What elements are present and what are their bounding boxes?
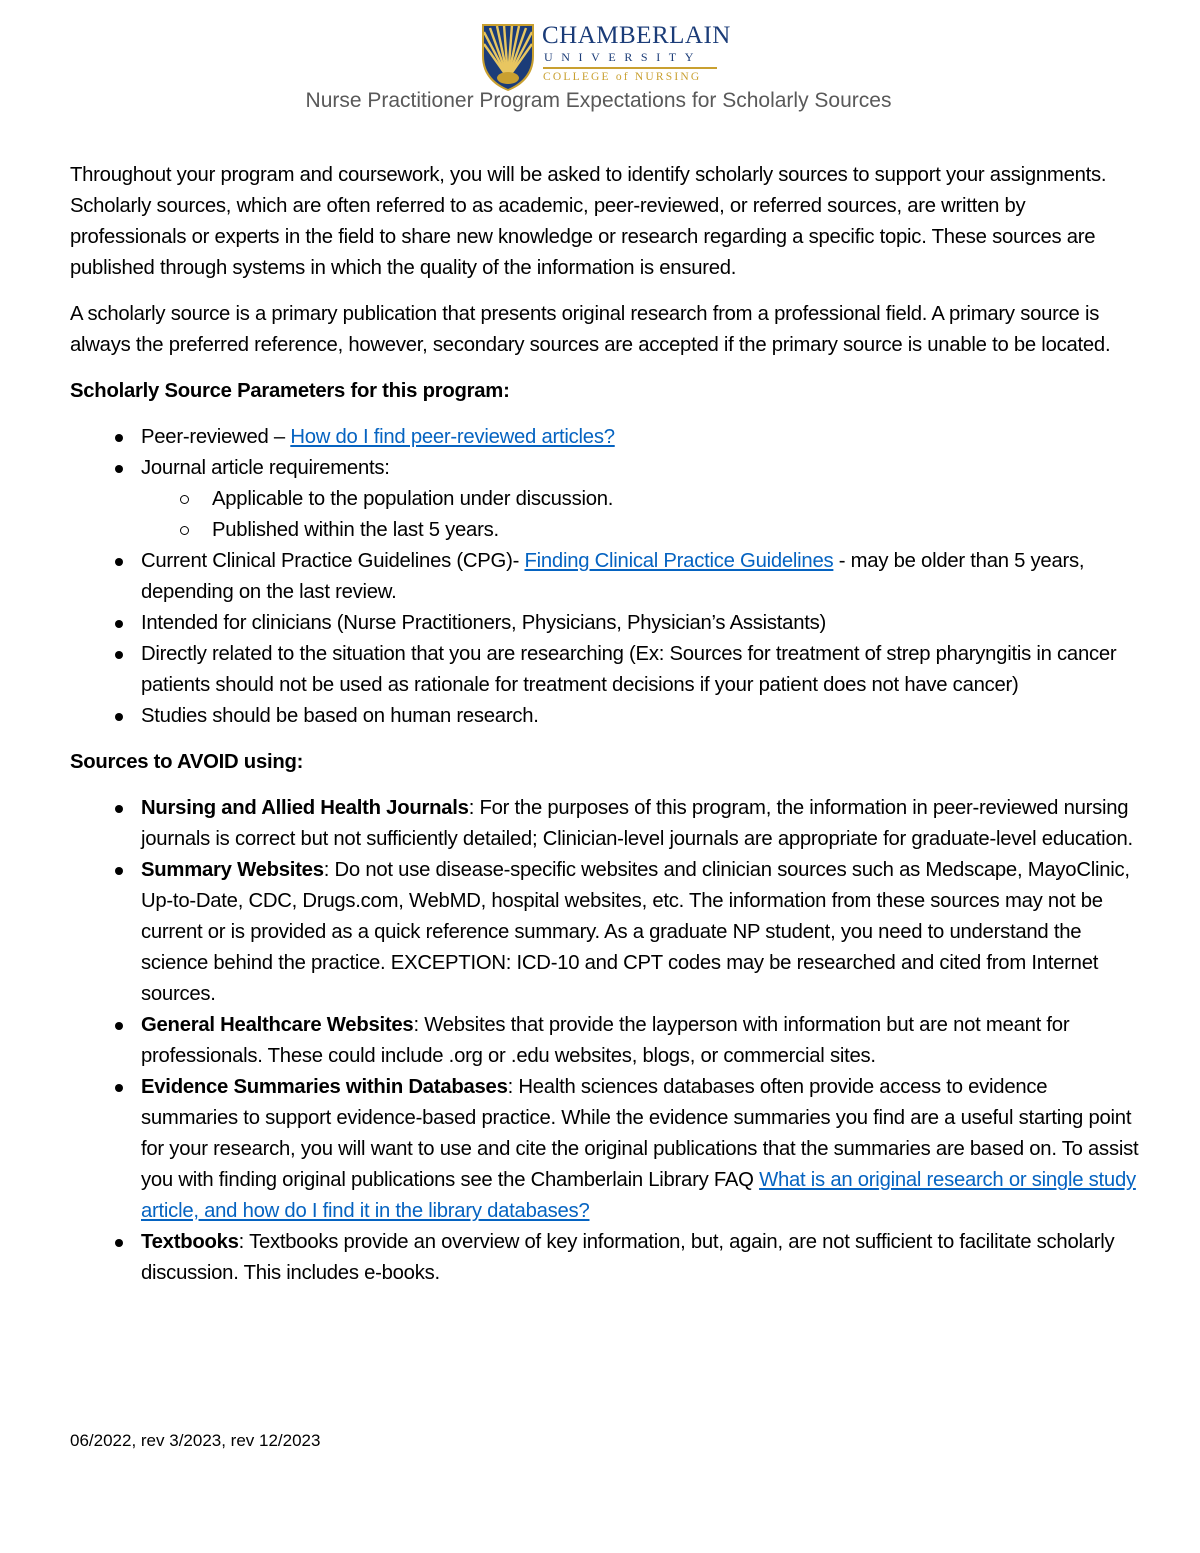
parameters-heading: Scholarly Source Parameters for this program: — [70, 380, 510, 402]
peer-reviewed-link[interactable]: How do I find peer-reviewed articles? — [290, 426, 615, 448]
list-item-term: Summary Websites — [141, 859, 324, 881]
sub-list-item: Published within the last 5 years. — [141, 515, 1140, 546]
avoid-heading: Sources to AVOID using: — [70, 751, 304, 773]
logo-wordmark: CHAMBERLAIN — [542, 22, 731, 49]
revision-footer: 06/2022, rev 3/2023, rev 12/2023 — [70, 1431, 321, 1450]
document-body — [70, 160, 1140, 1304]
list-item-text: : Textbooks provide an overview of key information, but, again, are not sufficient to facilitate scholarly discussion. This includes e-books. — [141, 1231, 1115, 1284]
list-item-text: : For the purposes of this program, the information in peer-reviewed nursing journals is correct but not sufficiently detailed; Clinician-level journals are appropriate for graduate-level education. — [141, 797, 1133, 850]
list-item — [70, 1072, 1140, 1227]
journal-requirements-list — [141, 484, 1140, 546]
list-item — [70, 1010, 1140, 1072]
clinical-guidelines-link[interactable]: Finding Clinical Practice Guidelines — [524, 550, 834, 572]
list-item: Studies should be based on human research. — [70, 701, 1140, 732]
chamberlain-logo — [480, 22, 740, 92]
original-research-faq-link[interactable]: What is an original research or single study article, and how do I find it in the library databases? — [141, 1169, 1136, 1222]
logo-university: UNIVERSITY — [544, 50, 702, 64]
logo-college: COLLEGE of NURSING — [543, 71, 702, 83]
list-item — [70, 855, 1140, 1010]
list-item-text: Peer-reviewed – — [141, 426, 291, 448]
list-item — [70, 546, 1140, 608]
list-item-text: : Do not use disease-specific websites and clinician sources such as Medscape, MayoClinic, Up-to-Date, CDC, Drugs.com, WebMD, hospital websites, etc. The information from these sources may not be current or is provided as a quick reference summary. As a graduate NP student, you need to understand the science behind the practice. EXCEPTION: ICD-10 and CPT codes may be researched and cited from Internet sources. — [141, 859, 1130, 1005]
logo-divider — [543, 67, 717, 69]
list-item-text: : Health sciences databases often provide access to evidence summaries to support evidence-based practice. While the evidence summaries you find are a useful starting point for your research, you will want to use and cite the original publications that the summaries are based on. To assist you with finding original publications see the Chamberlain Library FAQ — [141, 1076, 1139, 1191]
list-item-text: : Websites that provide the layperson with information but are not meant for professionals. These could include .org or .edu websites, blogs, or commercial sites. — [141, 1014, 1070, 1067]
intro-paragraph-1: Throughout your program and coursework, you will be asked to identify scholarly sources to support your assignments. Scholarly sources, which are often referred to as academic, peer-reviewed, or referred sources, are written by professionals or experts in the field to share new knowledge or research regarding a specific topic. These sources are published through systems in which the quality of the information is ensured. — [70, 164, 1107, 279]
list-item-term: Evidence Summaries within Databases — [141, 1076, 508, 1098]
list-item-term: General Healthcare Websites — [141, 1014, 414, 1036]
list-item — [70, 422, 1140, 453]
list-item — [70, 453, 1140, 546]
list-item — [70, 1227, 1140, 1289]
intro-paragraph-2: A scholarly source is a primary publication that presents original research from a professional field. A primary source is always the preferred reference, however, secondary sources are accepted if the primary source is unable to be located. — [70, 303, 1111, 356]
list-item — [70, 793, 1140, 855]
list-item-term: Textbooks — [141, 1231, 239, 1253]
list-item: Directly related to the situation that you are researching (Ex: Sources for treatment of strep pharyngitis in cancer patients should not be used as rationale for treatment decisions if your patient does not have cancer) — [70, 639, 1140, 701]
list-item-term: Nursing and Allied Health Journals — [141, 797, 469, 819]
avoid-list — [70, 793, 1140, 1289]
list-item: Intended for clinicians (Nurse Practitioners, Physicians, Physician’s Assistants) — [70, 608, 1140, 639]
list-item-text: Journal article requirements: — [141, 457, 390, 479]
parameters-list — [70, 422, 1140, 732]
shield-crest-icon — [480, 22, 536, 92]
document-title: Nurse Practitioner Program Expectations for Scholarly Sources — [305, 89, 892, 112]
list-item-text: - may be older than 5 years, depending on the last review. — [141, 550, 1085, 603]
document-header — [0, 0, 1200, 130]
sub-list-item: Applicable to the population under discussion. — [141, 484, 1140, 515]
list-item-text: Current Clinical Practice Guidelines (CPG)- — [141, 550, 525, 572]
